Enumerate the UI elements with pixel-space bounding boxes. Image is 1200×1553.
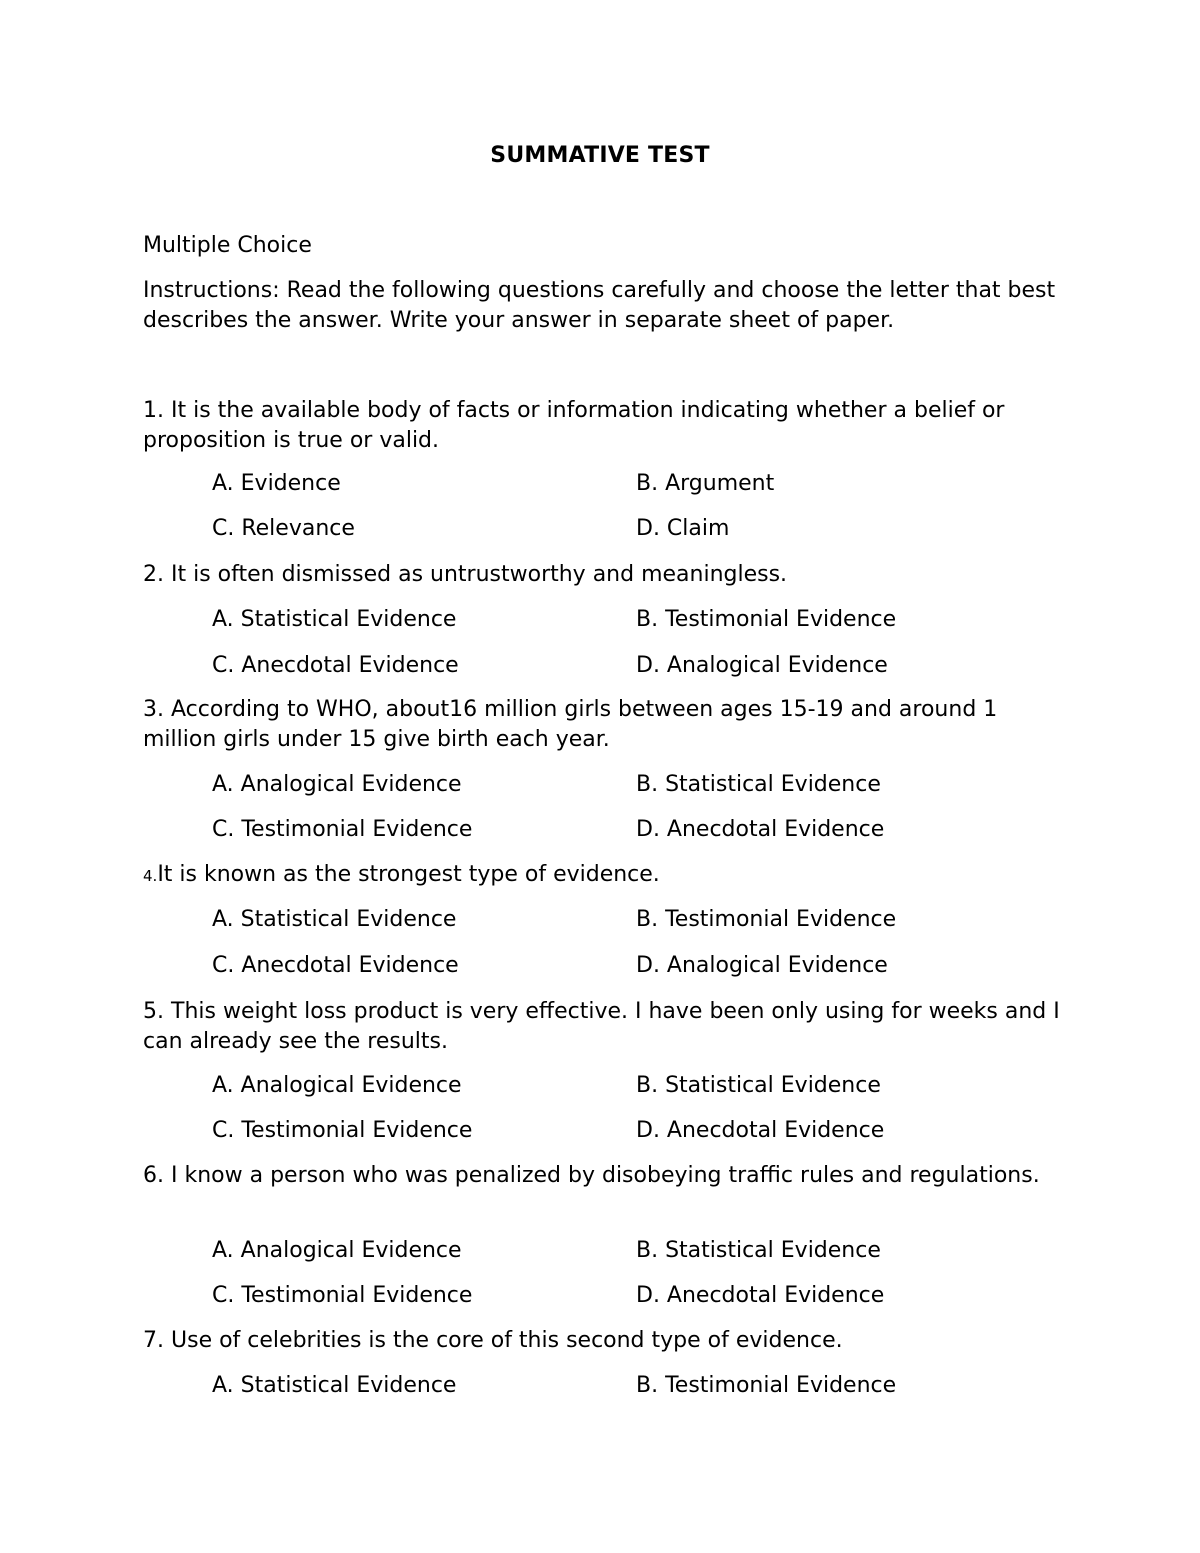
section-heading: Multiple Choice bbox=[143, 233, 312, 258]
question-text: It is known as the strongest type of evidence. bbox=[157, 862, 660, 887]
question-number: 1. bbox=[143, 398, 164, 423]
question-text: This weight loss product is very effective. I have been only using for weeks and I can already see the results. bbox=[143, 999, 1060, 1054]
question-1 bbox=[143, 396, 1073, 456]
question-1-option-a: A. Evidence bbox=[212, 471, 341, 496]
question-text: Use of celebrities is the core of this second type of evidence. bbox=[171, 1328, 843, 1353]
question-number: 4. bbox=[143, 867, 158, 885]
question-2-option-d: D. Analogical Evidence bbox=[636, 653, 888, 678]
question-number: 3. bbox=[143, 697, 164, 722]
question-6-option-d: D. Anecdotal Evidence bbox=[636, 1283, 885, 1308]
question-2 bbox=[143, 560, 1073, 590]
question-number: 5. bbox=[143, 999, 164, 1024]
question-6-option-b: B. Statistical Evidence bbox=[636, 1238, 881, 1263]
question-1-option-c: C. Relevance bbox=[212, 516, 355, 541]
page-title: SUMMATIVE TEST bbox=[490, 143, 710, 168]
question-3 bbox=[143, 695, 1073, 755]
question-2-option-a: A. Statistical Evidence bbox=[212, 607, 457, 632]
instructions-paragraph: Instructions: Read the following questions carefully and choose the letter that best describes the answer. Write your answer in separate sheet of paper. bbox=[143, 278, 1056, 333]
question-5-option-c: C. Testimonial Evidence bbox=[212, 1118, 473, 1143]
question-3-option-b: B. Statistical Evidence bbox=[636, 772, 881, 797]
question-text: According to WHO, about16 million girls between ages 15-19 and around 1 million girls under 15 give birth each year. bbox=[143, 697, 998, 752]
question-6-option-a: A. Analogical Evidence bbox=[212, 1238, 462, 1263]
question-text: I know a person who was penalized by disobeying traffic rules and regulations. bbox=[171, 1163, 1040, 1188]
question-5-option-a: A. Analogical Evidence bbox=[212, 1073, 462, 1098]
question-3-option-c: C. Testimonial Evidence bbox=[212, 817, 473, 842]
question-4-option-d: D. Analogical Evidence bbox=[636, 953, 888, 978]
question-text: It is the available body of facts or information indicating whether a belief or proposition is true or valid. bbox=[143, 398, 1005, 453]
question-1-option-d: D. Claim bbox=[636, 516, 730, 541]
question-6 bbox=[143, 1161, 1073, 1191]
question-7 bbox=[143, 1326, 1073, 1356]
question-2-option-c: C. Anecdotal Evidence bbox=[212, 653, 459, 678]
question-number: 7. bbox=[143, 1328, 164, 1353]
question-3-option-d: D. Anecdotal Evidence bbox=[636, 817, 885, 842]
question-7-option-b: B. Testimonial Evidence bbox=[636, 1373, 897, 1398]
question-4 bbox=[143, 860, 1073, 891]
question-4-option-c: C. Anecdotal Evidence bbox=[212, 953, 459, 978]
question-2-option-b: B. Testimonial Evidence bbox=[636, 607, 897, 632]
question-3-option-a: A. Analogical Evidence bbox=[212, 772, 462, 797]
question-5 bbox=[143, 997, 1073, 1057]
question-number: 2. bbox=[143, 562, 164, 587]
question-number: 6. bbox=[143, 1163, 164, 1188]
question-4-option-a: A. Statistical Evidence bbox=[212, 907, 457, 932]
question-5-option-d: D. Anecdotal Evidence bbox=[636, 1118, 885, 1143]
question-4-option-b: B. Testimonial Evidence bbox=[636, 907, 897, 932]
question-text: It is often dismissed as untrustworthy and meaningless. bbox=[171, 562, 788, 587]
question-7-option-a: A. Statistical Evidence bbox=[212, 1373, 457, 1398]
question-5-option-b: B. Statistical Evidence bbox=[636, 1073, 881, 1098]
question-1-option-b: B. Argument bbox=[636, 471, 775, 496]
question-6-option-c: C. Testimonial Evidence bbox=[212, 1283, 473, 1308]
